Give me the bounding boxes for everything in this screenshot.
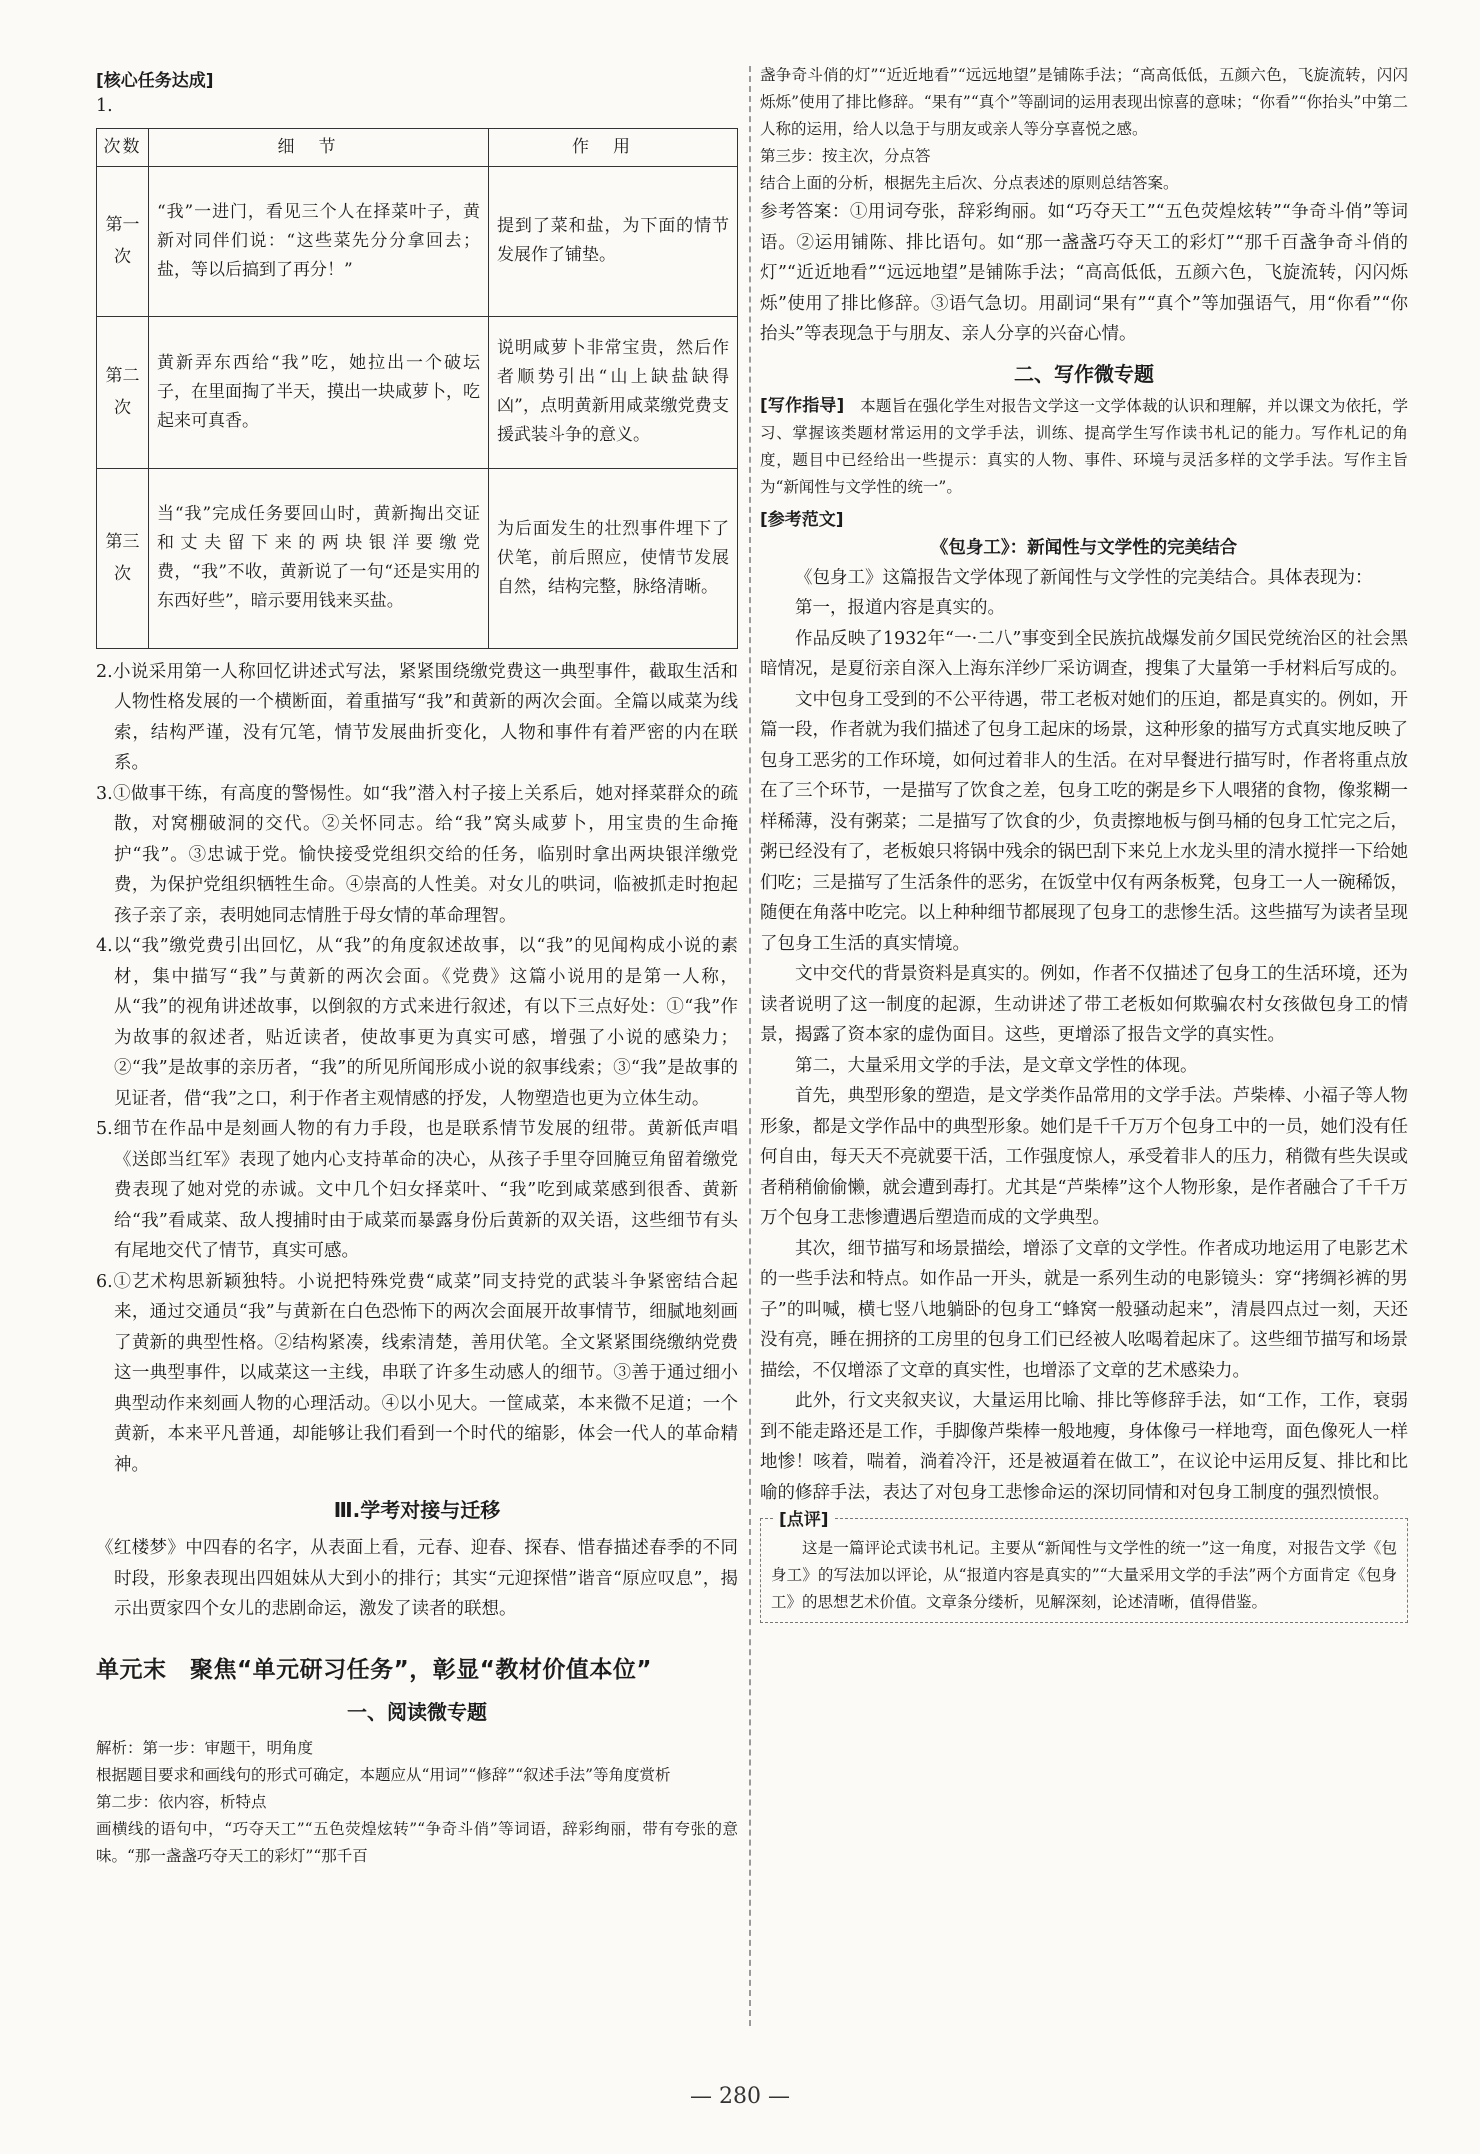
- table-cell-effect: 提到了菜和盐，为下面的情节发展作了铺垫。: [489, 166, 738, 316]
- table-cell-detail: “我”一进门，看见三个人在择菜叶子，黄新对同伴们说：“这些菜先分分拿回去；盐，等以后搞到了再分！”: [149, 166, 489, 316]
- reading-topic-title: 一、阅读微专题: [347, 1699, 487, 1724]
- writing-guidance-tag: [写作指导]: [760, 395, 845, 416]
- writing-topic-title: 二、写作微专题: [1014, 361, 1154, 386]
- writing-guidance-text: 本题旨在强化学生对报告文学这一文学体裁的认识和理解，并以课文为依托，学习、掌握该类题材常运用的文学手法，训练、提高学生写作读书札记的能力。写作札记的角度，题目中已经给出一些提示：真实的人物、事件、环境与灵活多样的文学手法。写作主旨为“新闻性与文学性的统一”。: [760, 396, 1408, 496]
- reference-answer: 参考答案：①用词夸张，辞彩绚丽。如“巧夺天工”“五色荧煌炫转”“争奇斗俏”等词语。②运用铺陈、排比语句。如“那一盏盏巧夺天工的彩灯”“那千百盏争奇斗俏的灯”“近近地看”“远远地望”是铺陈手法；“高高低低，五颜六色，飞旋流转，闪闪烁烁”使用了排比修辞。③语气急切。用副词“果有”“真个”等加强语气，用“你看”“你抬头”等表现急于与朋友、亲人分享的兴奋心情。: [760, 202, 1408, 344]
- detail-table: [96, 128, 738, 649]
- table-cell-detail: 黄新弄东西给“我”吃，她拉出一个破坛子，在里面掏了半天，摸出一块咸萝卜，吃起来可真香。: [149, 316, 489, 468]
- table-header-detail: 细节: [149, 128, 489, 166]
- table-row: [97, 316, 738, 468]
- comment-tag: [点评]: [775, 1505, 833, 1530]
- table-cell-times: 第二次: [97, 316, 149, 468]
- column-divider: [749, 66, 751, 2026]
- analysis-line: 盏争奇斗俏的灯”“近近地看”“远远地望”是铺陈手法；“高高低低，五颜六色，飞旋流转，闪闪烁烁”使用了排比修辞。“果有”“真个”等副词的运用表现出惊喜的意味；“你看”“你抬头”中第二人称的运用，给人以急于与朋友或亲人等分享喜悦之感。: [760, 66, 1408, 138]
- answer-6: 6.①艺术构思新颖独特。小说把特殊党费“咸菜”同支持党的武装斗争紧密结合起来，通过交通员“我”与黄新在白色恐怖下的两次会面展开故事情节，细腻地刻画了黄新的典型性格。②结构紧凑，线索清楚，善用伏笔。全文紧紧围绕缴纳党费这一典型事件，以咸菜这一主线，串联了许多生动感人的细节。③善于通过细小典型动作来刻画人物的心理活动。④以小见大。一筐咸菜，本来微不足道；一个黄新，本来平凡普通，却能够让我们看到一个时代的缩影，体会一代人的革命精神。: [96, 1271, 738, 1475]
- sample-essay-tag: [参考范文]: [760, 509, 844, 530]
- table-header-times: 次数: [97, 128, 149, 166]
- page-number: — 280 —: [690, 2084, 790, 2109]
- essay-paragraph: 第二，大量采用文学的手法，是文章文学性的体现。: [795, 1055, 1198, 1076]
- right-column: [760, 62, 1408, 1623]
- table-cell-times: 第一次: [97, 166, 149, 316]
- analysis-line: 画横线的语句中，“巧夺天工”“五色荧煌炫转”“争奇斗俏”等词语，辞彩绚丽，带有夸张的意味。“那一盏盏巧夺天工的彩灯”“那千百: [96, 1819, 738, 1865]
- table-cell-effect: 为后面发生的壮烈事件埋下了伏笔，前后照应，使情节发展自然，结构完整，脉络清晰。: [489, 468, 738, 648]
- answer-3: 3.①做事干练，有高度的警惕性。如“我”潜入村子接上关系后，她对择菜群众的疏散，对窝棚破洞的交代。②关怀同志。给“我”窝头咸萝卜，用宝贵的生命掩护“我”。③忠诚于党。愉快接受党组织交给的任务，临别时拿出两块银洋缴党费，为保护党组织牺牲生命。④崇高的人性美。对女儿的哄词，临被抓走时抱起孩子亲了亲，表明她同志情胜于母女情的革命理智。: [96, 783, 738, 926]
- analysis-line: 根据题目要求和画线句的形式可确定，本题应从“用词”“修辞”“叙述手法”等角度赏析: [96, 1765, 671, 1784]
- analysis-line: 解析：第一步：审题干，明角度: [96, 1738, 314, 1757]
- essay-paragraph: 此外，行文夹叙夹议，大量运用比喻、排比等修辞手法，如“工作，工作，衰弱到不能走路还是工作，手脚像芦柴棒一般地瘦，身体像弓一样地弯，面色像死人一样地惨！咳着，喘着，淌着冷汗，还是被逼着在做工”，在议论中运用反复、排比和比喻的修辞手法，表达了对包身工悲惨命运的深切同情和对包身工制度的强烈愤恨。: [760, 1391, 1408, 1503]
- essay-paragraph: 作品反映了1932年“一·二八”事变到全民族抗战爆发前夕国民党统治区的社会黑暗情况，是夏衍亲自深入上海东洋纱厂采访调查，搜集了大量第一手材料后写成的。: [760, 628, 1408, 679]
- answer-5: 5.细节在作品中是刻画人物的有力手段，也是联系情节发展的纽带。黄新低声唱《送郎当红军》表现了她内心支持革命的决心，从孩子手里夺回腌豆角留着缴党费表现了她对党的赤诚。文中几个妇女择菜叶、“我”吃到咸菜感到很香、黄新给“我”看咸菜、敌人搜捕时由于咸菜而暴露身份后黄新的双关语，这些细节有头有尾地交代了情节，真实可感。: [96, 1119, 738, 1261]
- essay-paragraph: 文中交代的背景资料是真实的。例如，作者不仅描述了包身工的生活环境，还为读者说明了这一制度的起源，生动讲述了带工老板如何欺骗农村女孩做包身工的情景，揭露了资本家的虚伪面目。这些，更增添了报告文学的真实性。: [760, 964, 1408, 1045]
- essay-paragraph: 《包身工》这篇报告文学体现了新闻性与文学性的完美结合。具体表现为：: [795, 567, 1373, 588]
- table-row: [97, 166, 738, 316]
- table-cell-times: 第三次: [97, 468, 149, 648]
- essay-paragraph: 文中包身工受到的不公平待遇，带工老板对她们的压迫，都是真实的。例如，开篇一段，作者就为我们描述了包身工起床的场景，这种形象的描写方式真实地反映了包身工恶劣的工作环境，如何过着非人的生活。在对早餐进行描写时，作者将重点放在了三个环节，一是描写了饮食之差，包身工吃的粥是乡下人喂猪的食物，像浆糊一样稀薄，没有粥菜；二是描写了饮食的少，负责擦地板与倒马桶的包身工忙完之后，粥已经没有了，老板娘只将锅中残余的锅巴刮下来兑上水龙头里的清水搅拌一下给她们吃；三是描写了生活条件的恶劣，在饭堂中仅有两条板凳，包身工一人一碗稀饭，随便在角落中吃完。以上种种细节都展现了包身工的悲惨生活。这些描写为读者呈现了包身工生活的真实情境。: [760, 689, 1408, 954]
- unit-end-title: 单元末 聚焦“单元研习任务”，彰显“教材价值本位”: [96, 1656, 652, 1683]
- table-cell-detail: 当“我”完成任务要回山时，黄新掏出交证和丈夫留下来的两块银洋要缴党费，“我”不收，黄新说了一句“还是实用的东西好些”，暗示要用钱来买盐。: [149, 468, 489, 648]
- essay-paragraph: 其次，细节描写和场景描绘，增添了文章的文学性。作者成功地运用了电影艺术的一些手法和特点。如作品一开头，就是一系列生动的电影镜头：穿“拷绸衫裤的男子”的叫喊，横七竖八地躺卧的包身工“蜂窝一般骚动起来”，清晨四点过一刻，天还没有亮，睡在拥挤的工房里的包身工们已经被人吆喝着起床了。这些细节描写和场景描绘，不仅增添了文章的真实性，也增添了文章的艺术感染力。: [760, 1238, 1408, 1381]
- section-3-title: Ⅲ.学考对接与迁移: [333, 1498, 501, 1522]
- table-header-effect: 作用: [489, 128, 738, 166]
- section-3-text: 《红楼梦》中四春的名字，从表面上看，元春、迎春、探春、惜春描述春季的不同时段，形象表现出四姐妹从大到小的排行；其实“元迎探惜”谐音“原应叹息”，揭示出贾家四个女儿的悲剧命运，激发了读者的联想。: [96, 1538, 738, 1619]
- analysis-continued: [760, 62, 1408, 197]
- analysis-line: 第三步：按主次，分点答: [760, 147, 931, 165]
- core-task-tag: [核心任务达成]: [96, 71, 214, 91]
- table-header-row: [97, 128, 738, 166]
- analysis-line: 结合上面的分析，根据先主后次、分点表述的原则总结答案。: [760, 174, 1179, 192]
- essay-paragraph: 第一，报道内容是真实的。: [795, 598, 1005, 618]
- comment-box: [760, 1510, 1408, 1623]
- answer-4: 4.以“我”缴党费引出回忆，从“我”的角度叙述故事，以“我”的见闻构成小说的素材，集中描写“我”与黄新的两次会面。《党费》这篇小说用的是第一人称，从“我”的视角讲述故事，以倒叙的方式来进行叙述，有以下三点好处：①“我”作为故事的叙述者，贴近读者，使故事更为真实可感，增强了小说的感染力；②“我”是故事的亲历者，“我”的所见所闻形成小说的叙事线索；③“我”是故事的见证者，借“我”之口，利于作者主观情感的抒发，人物塑造也更为立体生动。: [96, 936, 738, 1109]
- left-column: [96, 66, 738, 1870]
- table-cell-effect: 说明咸萝卜非常宝贵，然后作者顺势引出“山上缺盐缺得凶”，点明黄新用咸菜缴党费支援武装斗争的意义。: [489, 316, 738, 468]
- table-row: [97, 468, 738, 648]
- answer-2: 2.小说采用第一人称回忆讲述式写法，紧紧围绕缴党费这一典型事件，截取生活和人物性格发展的一个横断面，着重描写“我”和黄新的两次会面。全篇以咸菜为线索，结构严谨，没有冗笔，情节发展曲折变化，人物和事件有着严密的内在联系。: [96, 661, 738, 773]
- question-1-number: 1.: [96, 96, 113, 116]
- essay-title: 《包身工》：新闻性与文学性的完美结合: [930, 537, 1238, 558]
- analysis-line: 第二步：依内容，析特点: [96, 1792, 267, 1811]
- essay-paragraph: 首先，典型形象的塑造，是文学类作品常用的文学手法。芦柴棒、小福子等人物形象，都是文学作品中的典型形象。她们是千千万万个包身工中的一员，她们没有任何自由，每天天不亮就要干活，工作强度惊人，承受着非人的压力，稍微有些失误或者稍稍偷偷懒，就会遭到毒打。尤其是“芦柴棒”这个人物形象，是作者融合了千千万万个包身工悲惨遭遇后塑造而成的文学典型。: [760, 1086, 1408, 1228]
- comment-text: 这是一篇评论式读书札记。主要从“新闻性与文学性的统一”这一角度，对报告文学《包身工》的写法加以评论，从“报道内容是真实的”“大量采用文学的手法”两个方面肯定《包身工》的思想艺术价值。文章条分缕析，见解深刻，论述清晰，值得借鉴。: [771, 1539, 1397, 1611]
- writing-guidance: [760, 393, 1408, 501]
- analysis-block: [96, 1735, 738, 1870]
